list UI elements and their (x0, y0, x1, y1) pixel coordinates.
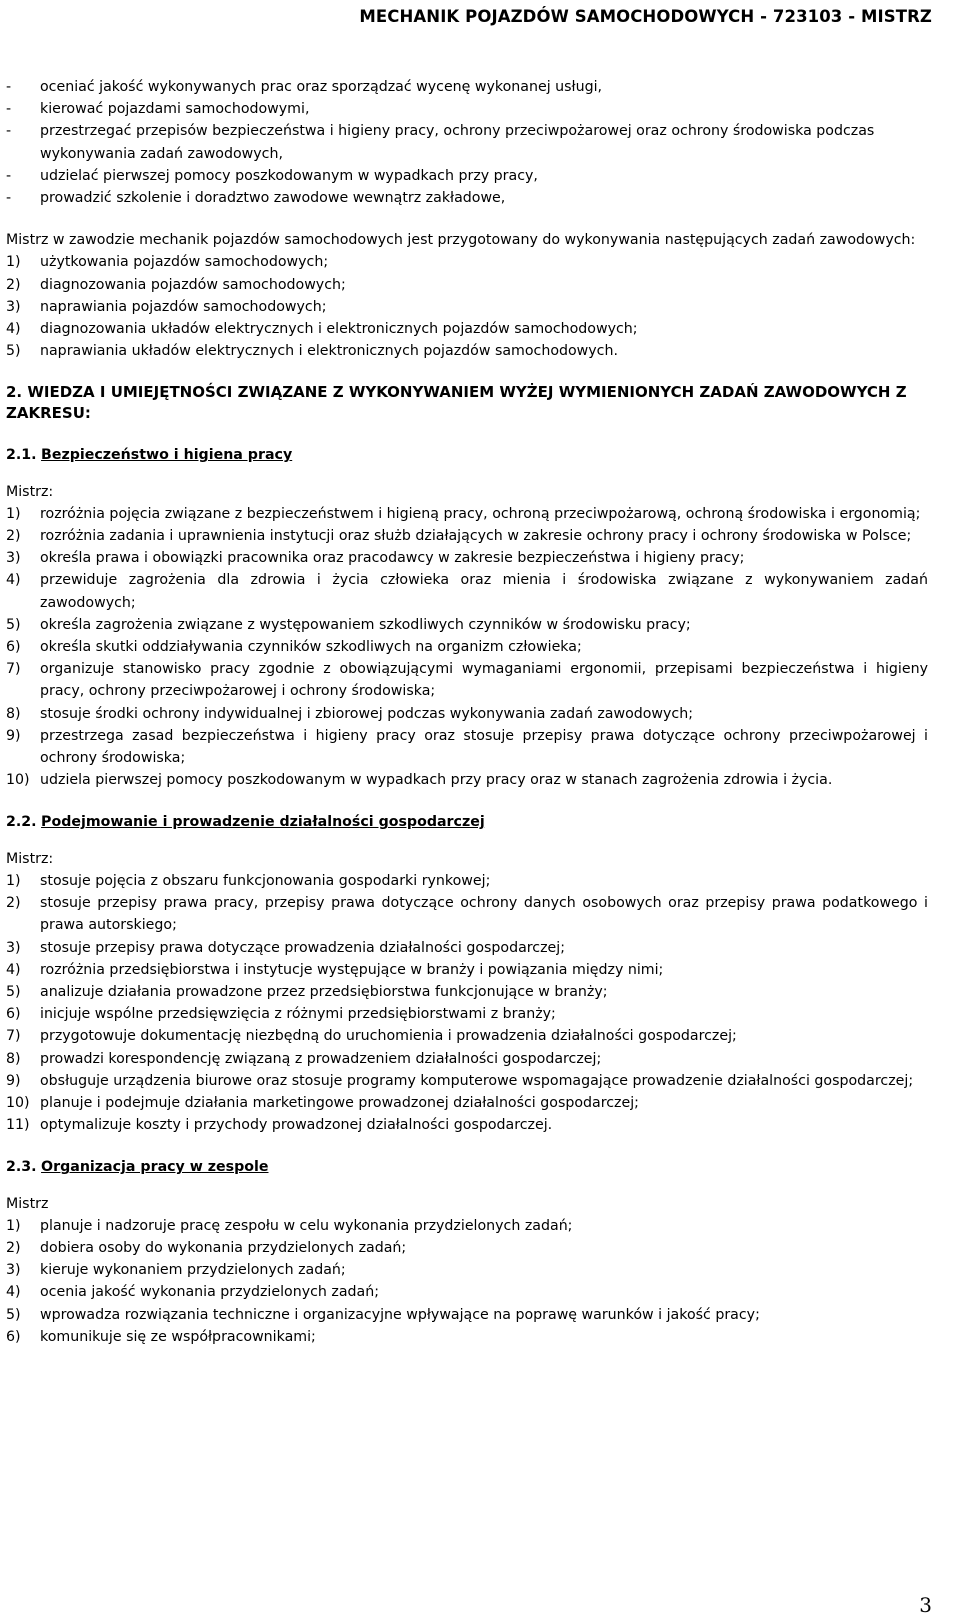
list-number: 5) (6, 983, 21, 1000)
list-number: 1) (6, 872, 21, 889)
numbered-list-item (6, 1215, 928, 1237)
list-number: 3) (6, 939, 21, 956)
page-number: 3 (919, 1593, 932, 1617)
list-number: 10) (6, 772, 30, 789)
list-item-text: rozróżnia przedsiębiorstwa i instytucje występujące w branży i powiązania między nimi; (40, 961, 664, 978)
dash-list-item (6, 98, 928, 120)
numbered-list-item (6, 1326, 928, 1348)
numbered-list-item (6, 614, 928, 636)
list-item-text: przygotowuje dokumentację niezbędną do uruchomienia i prowadzenia działalności gospodarczej; (40, 1028, 737, 1045)
list-number: 3) (6, 1262, 21, 1279)
list-number: 2) (6, 276, 21, 293)
list-number: 5) (6, 616, 21, 633)
numbered-list-item (6, 981, 928, 1003)
list-number: 9) (6, 1072, 21, 1089)
numbered-list-item (6, 318, 928, 340)
dash-list-item (6, 120, 928, 164)
list-item-text: planuje i nadzoruje pracę zespołu w celu wykonania przydzielonych zadań; (40, 1217, 573, 1234)
subsection-list-2-3 (6, 1215, 928, 1348)
subsection-title: Bezpieczeństwo i higiena pracy (41, 447, 293, 464)
list-number: 3) (6, 550, 21, 567)
list-item-text: stosuje środki ochrony indywidualnej i zbiorowej podczas wykonywania zadań zawodowych; (40, 705, 694, 722)
list-number: 7) (6, 1028, 21, 1045)
subsection-heading-2-3 (6, 1156, 928, 1178)
list-item-text: analizuje działania prowadzone przez przedsiębiorstwa funkcjonujące w branży; (40, 983, 608, 1000)
list-item-text: prowadzi korespondencję związaną z prowadzeniem działalności gospodarczej; (40, 1050, 602, 1067)
dash-list-item (6, 76, 928, 98)
list-item-text: organizuje stanowisko pracy zgodnie z obowiązującymi wymaganiami ergonomii, przepisami bezpieczeństwa i higieny pracy, ochrony przeciwpożarowej i ochrony środowiska; (40, 661, 928, 700)
list-number: 2) (6, 528, 21, 545)
list-item-text: dobiera osoby do wykonania przydzielonych zadań; (40, 1239, 407, 1256)
list-item-text: określa skutki oddziaływania czynników szkodliwych na organizm człowieka; (40, 639, 582, 656)
dash-marker: - (6, 79, 12, 95)
list-item-text: oceniać jakość wykonywanych prac oraz sporządzać wycenę wykonanej usługi, (40, 79, 603, 95)
list-number: 4) (6, 321, 21, 338)
numbered-list-item (6, 547, 928, 569)
list-number: 6) (6, 639, 21, 656)
list-item-text: stosuje pojęcia z obszaru funkcjonowania gospodarki rynkowej; (40, 872, 491, 889)
numbered-list-item (6, 1259, 928, 1281)
numbered-list-item (6, 1114, 928, 1136)
tasks-intro: Mistrz w zawodzie mechanik pojazdów samochodowych jest przygotowany do wykonywania następujących zadań zawodowych: (6, 232, 916, 249)
list-number: 10) (6, 1094, 30, 1111)
list-number: 5) (6, 1306, 21, 1323)
numbered-list-item (6, 1048, 928, 1070)
subsection-title: Podejmowanie i prowadzenie działalności gospodarczej (41, 814, 485, 831)
numbered-list-item (6, 1237, 928, 1259)
subsection-heading-2-1 (6, 444, 928, 466)
page-header: MECHANIK POJAZDÓW SAMOCHODOWYCH - 723103 - MISTRZ (359, 7, 932, 26)
list-number: 7) (6, 661, 21, 678)
list-item-text: ocenia jakość wykonania przydzielonych zadań; (40, 1284, 380, 1301)
list-item-text: komunikuje się ze współpracownikami; (40, 1328, 316, 1345)
numbered-list-item (6, 525, 928, 547)
list-item-text: udzielać pierwszej pomocy poszkodowanym w wypadkach przy pracy, (40, 167, 538, 184)
dash-marker: - (6, 190, 12, 207)
numbered-list-item (6, 251, 928, 273)
dash-marker: - (6, 101, 12, 118)
numbered-list-item (6, 1003, 928, 1025)
list-item-text: inicjuje wspólne przedsięwzięcia z różnymi przedsiębiorstwami z branży; (40, 1006, 556, 1023)
numbered-list-item (6, 340, 928, 362)
tasks-list (6, 251, 928, 362)
numbered-list-item (6, 296, 928, 318)
list-item-text: naprawiania układów elektrycznych i elektronicznych pojazdów samochodowych. (40, 343, 618, 360)
numbered-list-item (6, 1070, 928, 1092)
section-heading: 2. WIEDZA I UMIEJĘTNOŚCI ZWIĄZANE Z WYKONYWANIEM WYŻEJ WYMIENIONYCH ZADAŃ ZAWODOWYCH Z ZAKRESU: (6, 383, 907, 423)
subsection-intro: Mistrz: (6, 850, 54, 867)
list-item-text: określa prawa i obowiązki pracownika oraz pracodawcy w zakresie bezpieczeństwa i higieny pracy; (40, 550, 745, 567)
list-item-text: udziela pierwszej pomocy poszkodowanym w wypadkach przy pracy oraz w stanach zagrożenia zdrowia i życia. (40, 772, 833, 789)
numbered-list-item (6, 1281, 928, 1303)
list-item-text: obsługuje urządzenia biurowe oraz stosuje programy komputerowe wspomagające prowadzenie działalności gospodarczej; (40, 1072, 914, 1089)
list-item-text: wprowadza rozwiązania techniczne i organizacyjne wpływające na poprawę warunków i jakość pracy; (40, 1306, 760, 1323)
list-item-text: kierować pojazdami samochodowymi, (40, 101, 310, 118)
list-item-text: rozróżnia zadania i uprawnienia instytucji oraz służb działających w zakresie ochrony pracy i ochrony środowiska w Polsce; (40, 528, 912, 545)
list-item-text: prowadzić szkolenie i doradztwo zawodowe wewnątrz zakładowe, (40, 190, 506, 207)
numbered-list-item (6, 725, 928, 769)
subsection-list-2-1 (6, 503, 928, 792)
list-item-text: przestrzegać przepisów bezpieczeństwa i higieny pracy, ochrony przeciwpożarowej oraz ochrony środowiska podczas wykonywania zadań zawodowych, (40, 123, 875, 162)
dash-list-item (6, 187, 928, 209)
subsection-intro: Mistrz (6, 1195, 49, 1212)
dash-list (6, 76, 928, 209)
list-item-text: użytkowania pojazdów samochodowych; (40, 254, 329, 271)
numbered-list-item (6, 503, 928, 525)
document-body (6, 76, 928, 1348)
subsection-number: 2.3. (6, 1159, 37, 1176)
numbered-list-item (6, 769, 928, 791)
subsection-intro: Mistrz: (6, 483, 54, 500)
numbered-list-item (6, 870, 928, 892)
list-item-text: przestrzega zasad bezpieczeństwa i higieny pracy oraz stosuje przepisy prawa dotyczące ochrony przeciwpożarowej i ochrony środowiska; (40, 727, 928, 767)
list-number: 1) (6, 1217, 21, 1234)
numbered-list-item (6, 1092, 928, 1114)
list-number: 4) (6, 961, 21, 978)
dash-list-item (6, 165, 928, 187)
subsection-number: 2.1. (6, 447, 37, 464)
subsection-number: 2.2. (6, 814, 37, 831)
list-number: 5) (6, 343, 21, 360)
dash-marker: - (6, 167, 12, 184)
list-item-text: stosuje przepisy prawa pracy, przepisy prawa dotyczące ochrony danych osobowych oraz przepisy prawa podatkowego i prawa autorskiego; (40, 895, 928, 934)
numbered-list-item (6, 1304, 928, 1326)
list-number: 8) (6, 705, 21, 722)
list-number: 8) (6, 1050, 21, 1067)
list-item-text: planuje i podejmuje działania marketingowe prowadzonej działalności gospodarczej; (40, 1094, 639, 1111)
list-number: 4) (6, 1284, 21, 1301)
subsection-heading-2-2 (6, 811, 928, 833)
list-number: 9) (6, 727, 21, 744)
numbered-list-item (6, 658, 928, 702)
list-item-text: diagnozowania układów elektrycznych i elektronicznych pojazdów samochodowych; (40, 321, 638, 338)
list-number: 1) (6, 505, 21, 522)
list-item-text: określa zagrożenia związane z występowaniem szkodliwych czynników w środowisku pracy; (40, 616, 691, 633)
numbered-list-item (6, 636, 928, 658)
numbered-list-item (6, 937, 928, 959)
list-item-text: diagnozowania pojazdów samochodowych; (40, 276, 346, 293)
list-number: 1) (6, 254, 21, 271)
list-item-text: optymalizuje koszty i przychody prowadzonej działalności gospodarczej. (40, 1117, 553, 1134)
numbered-list-item (6, 274, 928, 296)
list-item-text: stosuje przepisy prawa dotyczące prowadzenia działalności gospodarczej; (40, 939, 565, 956)
list-item-text: kieruje wykonaniem przydzielonych zadań; (40, 1262, 346, 1279)
dash-marker: - (6, 123, 12, 140)
numbered-list-item (6, 1025, 928, 1047)
list-number: 6) (6, 1006, 21, 1023)
numbered-list-item (6, 703, 928, 725)
numbered-list-item (6, 892, 928, 936)
list-number: 6) (6, 1328, 21, 1345)
list-item-text: naprawiania pojazdów samochodowych; (40, 298, 327, 315)
subsection-list-2-2 (6, 870, 928, 1136)
subsection-title: Organizacja pracy w zespole (41, 1159, 269, 1176)
list-item-text: rozróżnia pojęcia związane z bezpieczeństwem i higieną pracy, ochroną przeciwpożarową, ochroną środowiska i ergonomią; (40, 505, 921, 522)
list-number: 2) (6, 895, 21, 912)
numbered-list-item (6, 569, 928, 613)
list-number: 11) (6, 1117, 30, 1134)
list-item-text: przewiduje zagrożenia dla zdrowia i życia człowieka oraz mienia i środowiska związane z wykonywaniem zadań zawodowych; (40, 572, 928, 611)
numbered-list-item (6, 959, 928, 981)
list-number: 3) (6, 298, 21, 315)
list-number: 2) (6, 1239, 21, 1256)
list-number: 4) (6, 572, 21, 589)
